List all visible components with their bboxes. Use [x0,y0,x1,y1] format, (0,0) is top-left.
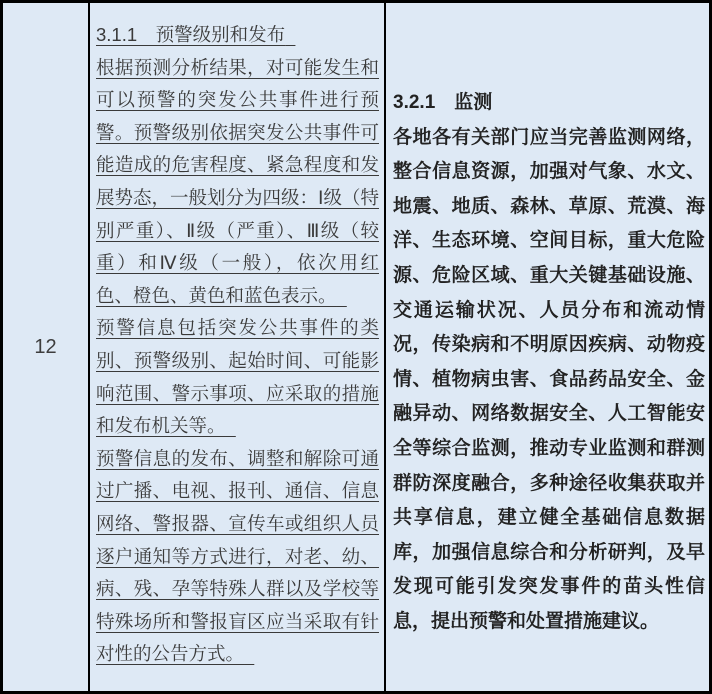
row-number: 12 [34,335,57,358]
section-heading-3-2-1: 3.2.1 监测 [393,92,493,113]
middle-text-cell [90,3,386,691]
middle-paragraph-2: 预警信息包括突发公共事件的类别、预警级别、起始时间、可能影响范围、警示事项、应采取的措施和发布机关等。 [96,317,379,437]
middle-paragraph-1: 根据预测分析结果，对可能发生和可以预警的突发公共事件进行预警。预警级别依据突发公共事件可能造成的危害程度、紧急程度和发展势态，一般划分为四级：Ⅰ级（特别严重）、Ⅱ级（严重）、Ⅲ级（较重）和Ⅳ级（一般），依次用红色、橙色、黄色和蓝色表示。 [96,56,379,306]
middle-paragraph-3: 预警信息的发布、调整和解除可通过广播、电视、报刊、通信、信息网络、警报器、宣传车或组织人员逐户通知等方式进行，对老、幼、病、残、孕等特殊人群以及学校等特殊场所和警报盲区应当采取有针对性的公告方式。 [96,447,379,665]
right-paragraph-1: 各地各有关部门应当完善监测网络，整合信息资源，加强对气象、水文、地震、地质、森林、草原、荒漠、海洋、生态环境、空间目标，重大危险源、危险区域、重大关键基础设施、交通运输状况、人员分布和流动情况，传染病和不明原因疾病、动物疫情、植物病虫害、食品药品安全、金融异动、网络数据安全、人工智能安全等综合监测，推动专业监测和群测群防深度融合，多种途径收集获取并共享信息，建立健全基础信息数据库，加强信息综合和分析研判，及早发现可能引发突发事件的苗头性信息，提出预警和处置措施建议。 [393,126,705,632]
section-heading-3-1-1: 3.1.1 预警级别和发布 [96,24,286,45]
right-text-cell [386,3,709,691]
row-number-cell [3,3,90,691]
